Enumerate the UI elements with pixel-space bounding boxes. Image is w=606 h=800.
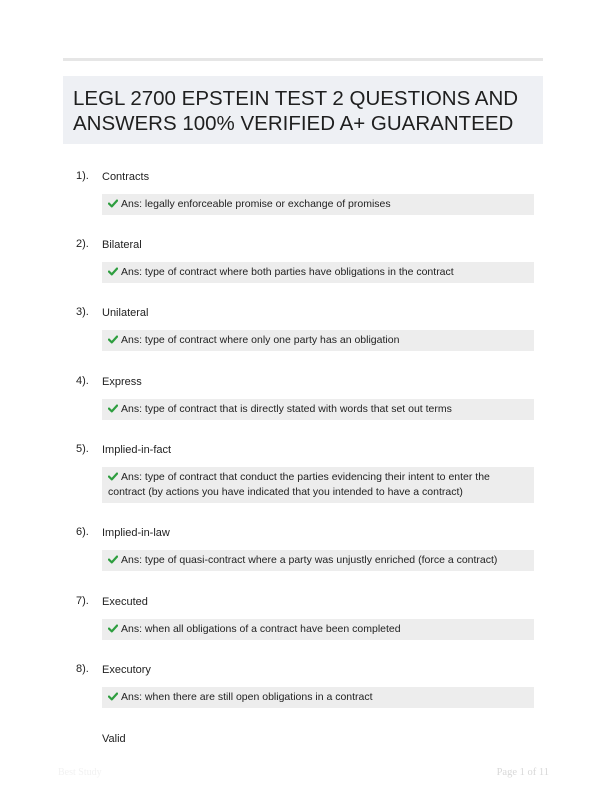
answer-text: Ans: legally enforceable promise or exchange of promises	[121, 198, 391, 210]
answer-text: Ans: when there are still open obligations in a contract	[121, 691, 373, 703]
footer-watermark: Best Study	[58, 767, 102, 778]
question-number: 2).	[76, 238, 89, 250]
answer-text: Ans: type of contract where only one party has an obligation	[121, 334, 400, 346]
check-icon	[108, 199, 118, 208]
question-term: Executed	[102, 596, 148, 608]
question-number: 8).	[76, 663, 89, 675]
answer-box	[102, 619, 534, 640]
question-number: 7).	[76, 595, 89, 607]
answer-box	[102, 330, 534, 351]
title-banner	[63, 76, 543, 144]
check-icon	[108, 624, 118, 633]
check-icon	[108, 335, 118, 344]
check-icon	[108, 404, 118, 413]
answer-text: Ans: type of quasi-contract where a party was unjustly enriched (force a contract)	[121, 554, 498, 566]
answer-text: Ans: type of contract that conduct the parties evidencing their intent to enter the contract (by actions you have indicated that you intended to have a contract)	[108, 471, 490, 498]
question-term: Bilateral	[102, 239, 142, 251]
answer-box	[102, 399, 534, 420]
question-term: Unilateral	[102, 307, 149, 319]
answer-text: Ans: type of contract that is directly stated with words that set out terms	[121, 403, 452, 415]
check-icon	[108, 692, 118, 701]
answer-text: Ans: when all obligations of a contract have been completed	[121, 623, 401, 635]
answer-box	[102, 262, 534, 283]
answer-box	[102, 550, 534, 571]
check-icon	[108, 472, 118, 481]
question-term: Contracts	[102, 171, 150, 183]
answer-box	[102, 687, 534, 708]
check-icon	[108, 267, 118, 276]
question-term: Implied-in-fact	[102, 444, 172, 456]
question-term: Valid	[102, 733, 126, 745]
question-number: 6).	[76, 526, 89, 538]
answer-box	[102, 194, 534, 215]
document-title: LEGL 2700 EPSTEIN TEST 2 QUESTIONS AND ANSWERS 100% VERIFIED A+ GUARANTEED	[73, 87, 519, 135]
question-term: Implied-in-law	[102, 527, 170, 539]
question-term: Express	[102, 376, 142, 388]
answer-text: Ans: type of contract where both parties have obligations in the contract	[121, 266, 454, 278]
question-number: 4).	[76, 375, 89, 387]
question-term: Executory	[102, 664, 151, 676]
answer-box	[102, 467, 534, 503]
question-number: 1).	[76, 170, 89, 182]
question-number: 5).	[76, 443, 89, 455]
question-number: 3).	[76, 306, 89, 318]
page-indicator: Page 1 of 11	[496, 767, 549, 778]
top-divider	[63, 58, 543, 61]
check-icon	[108, 555, 118, 564]
